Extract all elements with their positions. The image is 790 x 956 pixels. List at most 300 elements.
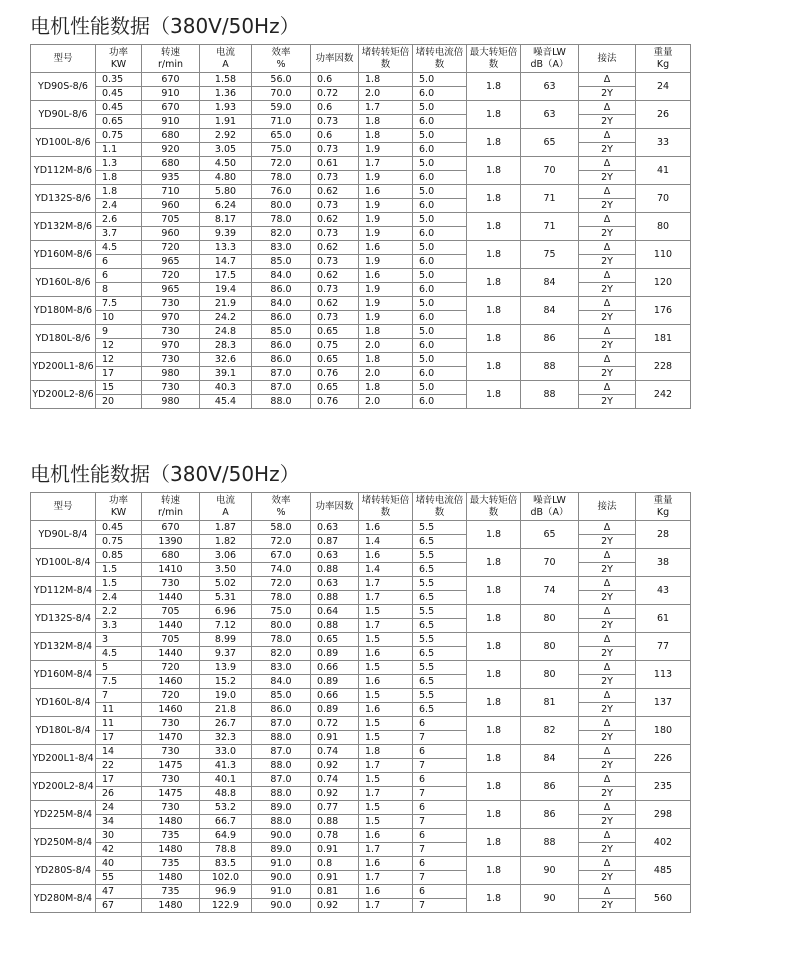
locked-torque-cell: 1.5	[359, 661, 413, 675]
power-cell: 12	[96, 339, 142, 353]
column-header	[252, 493, 311, 521]
model-cell: YD200L2-8/4	[31, 773, 96, 801]
power-factor-cell: 0.78	[311, 829, 359, 843]
max-torque-cell: 1.8	[467, 241, 521, 269]
weight-cell: 137	[636, 689, 691, 717]
table-row	[31, 577, 691, 591]
weight-cell: 560	[636, 885, 691, 913]
table-row	[31, 843, 691, 857]
noise-cell: 90	[521, 857, 579, 885]
locked-current-cell: 7	[413, 815, 467, 829]
locked-torque-cell: 2.0	[359, 339, 413, 353]
column-header	[521, 493, 579, 521]
power-cell: 0.65	[96, 115, 142, 129]
table-row	[31, 101, 691, 115]
power-cell: 5	[96, 661, 142, 675]
current-cell: 24.2	[200, 311, 252, 325]
current-cell: 41.3	[200, 759, 252, 773]
table-row	[31, 367, 691, 381]
column-header-line2: 数	[380, 506, 391, 518]
model-cell: YD90L-8/4	[31, 521, 96, 549]
power-factor-cell: 0.73	[311, 171, 359, 185]
column-header-line1: 最大转矩倍	[469, 494, 518, 506]
column-header-line1: 效率	[271, 46, 291, 58]
efficiency-cell: 65.0	[252, 129, 311, 143]
power-cell: 1.8	[96, 171, 142, 185]
speed-cell: 680	[142, 549, 200, 563]
locked-current-cell: 6	[413, 717, 467, 731]
noise-cell: 80	[521, 605, 579, 633]
weight-cell: 77	[636, 633, 691, 661]
speed-cell: 980	[142, 395, 200, 409]
column-header-line2: %	[276, 506, 286, 518]
current-cell: 13.9	[200, 661, 252, 675]
model-cell: YD180M-8/6	[31, 297, 96, 325]
speed-cell: 735	[142, 885, 200, 899]
current-cell: 6.24	[200, 199, 252, 213]
efficiency-cell: 70.0	[252, 87, 311, 101]
model-cell: YD160L-8/4	[31, 689, 96, 717]
current-cell: 1.82	[200, 535, 252, 549]
locked-current-cell: 6.0	[413, 199, 467, 213]
connection-cell: 2Y	[579, 591, 636, 605]
locked-current-cell: 5.0	[413, 325, 467, 339]
column-header-line1: 效率	[271, 494, 291, 506]
power-factor-cell: 0.88	[311, 619, 359, 633]
power-factor-cell: 0.73	[311, 227, 359, 241]
performance-section-2	[30, 462, 691, 913]
model-cell: YD200L1-8/4	[31, 745, 96, 773]
connection-cell: Δ	[579, 549, 636, 563]
column-header-line2: dB（A）	[530, 58, 569, 70]
locked-current-cell: 6.5	[413, 535, 467, 549]
table-row	[31, 227, 691, 241]
power-factor-cell: 0.73	[311, 143, 359, 157]
current-cell: 40.1	[200, 773, 252, 787]
max-torque-cell: 1.8	[467, 157, 521, 185]
locked-current-cell: 5.5	[413, 633, 467, 647]
locked-torque-cell: 1.7	[359, 591, 413, 605]
power-cell: 17	[96, 773, 142, 787]
connection-cell: 2Y	[579, 227, 636, 241]
connection-cell: Δ	[579, 857, 636, 871]
model-cell: YD90S-8/6	[31, 73, 96, 101]
locked-torque-cell: 2.0	[359, 367, 413, 381]
weight-cell: 38	[636, 549, 691, 577]
connection-cell: 2Y	[579, 871, 636, 885]
power-cell: 1.5	[96, 577, 142, 591]
locked-current-cell: 7	[413, 871, 467, 885]
table-row	[31, 885, 691, 899]
noise-cell: 86	[521, 801, 579, 829]
column-header-line2: Kg	[656, 506, 670, 518]
speed-cell: 1440	[142, 647, 200, 661]
connection-cell: 2Y	[579, 787, 636, 801]
power-cell: 2.4	[96, 199, 142, 213]
weight-cell: 43	[636, 577, 691, 605]
power-factor-cell: 0.66	[311, 689, 359, 703]
locked-current-cell: 5.0	[413, 213, 467, 227]
current-cell: 1.58	[200, 73, 252, 87]
weight-cell: 180	[636, 717, 691, 745]
speed-cell: 960	[142, 227, 200, 241]
table-row	[31, 689, 691, 703]
locked-torque-cell: 1.9	[359, 213, 413, 227]
max-torque-cell: 1.8	[467, 73, 521, 101]
model-cell: YD160M-8/4	[31, 661, 96, 689]
max-torque-cell: 1.8	[467, 857, 521, 885]
speed-cell: 670	[142, 101, 200, 115]
column-header-line2: 数	[434, 58, 445, 70]
locked-current-cell: 6	[413, 773, 467, 787]
max-torque-cell: 1.8	[467, 689, 521, 717]
power-factor-cell: 0.62	[311, 213, 359, 227]
power-factor-cell: 0.77	[311, 801, 359, 815]
connection-cell: 2Y	[579, 199, 636, 213]
column-header-line1: 堵转转矩倍	[361, 494, 410, 506]
power-cell: 7	[96, 689, 142, 703]
locked-torque-cell: 1.9	[359, 227, 413, 241]
locked-current-cell: 5.0	[413, 353, 467, 367]
efficiency-cell: 83.0	[252, 241, 311, 255]
connection-cell: Δ	[579, 129, 636, 143]
locked-current-cell: 6.0	[413, 87, 467, 101]
locked-torque-cell: 1.9	[359, 283, 413, 297]
connection-cell: Δ	[579, 885, 636, 899]
table-row	[31, 829, 691, 843]
power-cell: 24	[96, 801, 142, 815]
power-factor-cell: 0.8	[311, 857, 359, 871]
column-header-line2: KW	[110, 58, 127, 70]
table-row	[31, 87, 691, 101]
power-cell: 4.5	[96, 241, 142, 255]
noise-cell: 65	[521, 521, 579, 549]
column-header	[359, 493, 413, 521]
efficiency-cell: 91.0	[252, 885, 311, 899]
column-header-line1: 功率	[108, 494, 128, 506]
performance-table-1	[30, 44, 691, 409]
table-row	[31, 549, 691, 563]
efficiency-cell: 90.0	[252, 899, 311, 913]
speed-cell: 1460	[142, 703, 200, 717]
model-cell: YD160M-8/6	[31, 241, 96, 269]
locked-torque-cell: 1.9	[359, 297, 413, 311]
table-row	[31, 255, 691, 269]
column-header	[142, 45, 200, 73]
noise-cell: 80	[521, 633, 579, 661]
weight-cell: 61	[636, 605, 691, 633]
locked-current-cell: 6.0	[413, 395, 467, 409]
connection-cell: 2Y	[579, 255, 636, 269]
power-cell: 1.3	[96, 157, 142, 171]
current-cell: 1.36	[200, 87, 252, 101]
current-cell: 48.8	[200, 787, 252, 801]
model-cell: YD280S-8/4	[31, 857, 96, 885]
column-header	[636, 45, 691, 73]
connection-cell: Δ	[579, 73, 636, 87]
table-row	[31, 143, 691, 157]
efficiency-cell: 87.0	[252, 367, 311, 381]
connection-cell: Δ	[579, 325, 636, 339]
power-factor-cell: 0.73	[311, 283, 359, 297]
weight-cell: 70	[636, 185, 691, 213]
connection-cell: Δ	[579, 521, 636, 535]
current-cell: 83.5	[200, 857, 252, 871]
noise-cell: 65	[521, 129, 579, 157]
speed-cell: 1475	[142, 787, 200, 801]
locked-torque-cell: 1.9	[359, 171, 413, 185]
noise-cell: 71	[521, 185, 579, 213]
max-torque-cell: 1.8	[467, 213, 521, 241]
speed-cell: 970	[142, 339, 200, 353]
table-row	[31, 297, 691, 311]
efficiency-cell: 75.0	[252, 143, 311, 157]
column-header-line2: dB（A）	[530, 506, 569, 518]
power-factor-cell: 0.91	[311, 731, 359, 745]
current-cell: 15.2	[200, 675, 252, 689]
current-cell: 8.17	[200, 213, 252, 227]
locked-torque-cell: 1.5	[359, 605, 413, 619]
table-row	[31, 157, 691, 171]
power-cell: 20	[96, 395, 142, 409]
current-cell: 40.3	[200, 381, 252, 395]
column-header-line1: 电流	[215, 494, 235, 506]
power-cell: 10	[96, 311, 142, 325]
speed-cell: 730	[142, 745, 200, 759]
connection-cell: Δ	[579, 269, 636, 283]
power-factor-cell: 0.75	[311, 339, 359, 353]
table-row	[31, 73, 691, 87]
power-factor-cell: 0.63	[311, 549, 359, 563]
column-header-line1: 转速	[160, 494, 180, 506]
efficiency-cell: 78.0	[252, 171, 311, 185]
efficiency-cell: 87.0	[252, 745, 311, 759]
locked-current-cell: 6.0	[413, 339, 467, 353]
power-factor-cell: 0.65	[311, 353, 359, 367]
weight-cell: 24	[636, 73, 691, 101]
locked-torque-cell: 1.6	[359, 647, 413, 661]
speed-cell: 970	[142, 311, 200, 325]
power-cell: 42	[96, 843, 142, 857]
column-header-line2: %	[276, 58, 286, 70]
efficiency-cell: 88.0	[252, 815, 311, 829]
table-row	[31, 787, 691, 801]
max-torque-cell: 1.8	[467, 521, 521, 549]
locked-torque-cell: 1.9	[359, 143, 413, 157]
noise-cell: 80	[521, 661, 579, 689]
power-factor-cell: 0.92	[311, 899, 359, 913]
model-cell: YD132M-8/6	[31, 213, 96, 241]
current-cell: 66.7	[200, 815, 252, 829]
table-row	[31, 759, 691, 773]
locked-torque-cell: 1.7	[359, 577, 413, 591]
current-cell: 32.6	[200, 353, 252, 367]
connection-cell: 2Y	[579, 619, 636, 633]
locked-torque-cell: 1.7	[359, 101, 413, 115]
current-cell: 1.93	[200, 101, 252, 115]
locked-torque-cell: 1.7	[359, 787, 413, 801]
noise-cell: 63	[521, 73, 579, 101]
power-cell: 0.75	[96, 129, 142, 143]
efficiency-cell: 78.0	[252, 591, 311, 605]
max-torque-cell: 1.8	[467, 605, 521, 633]
locked-current-cell: 6.0	[413, 283, 467, 297]
speed-cell: 1390	[142, 535, 200, 549]
table-row	[31, 801, 691, 815]
efficiency-cell: 83.0	[252, 661, 311, 675]
locked-current-cell: 6.0	[413, 311, 467, 325]
column-header-line1: 转速	[160, 46, 180, 58]
column-header	[252, 45, 311, 73]
power-cell: 4.5	[96, 647, 142, 661]
connection-cell: 2Y	[579, 87, 636, 101]
power-factor-cell: 0.73	[311, 115, 359, 129]
current-cell: 1.91	[200, 115, 252, 129]
current-cell: 4.80	[200, 171, 252, 185]
current-cell: 24.8	[200, 325, 252, 339]
power-factor-cell: 0.91	[311, 871, 359, 885]
connection-cell: Δ	[579, 353, 636, 367]
locked-current-cell: 6.5	[413, 675, 467, 689]
speed-cell: 1440	[142, 619, 200, 633]
table-row	[31, 857, 691, 871]
locked-current-cell: 5.0	[413, 185, 467, 199]
current-cell: 19.4	[200, 283, 252, 297]
power-factor-cell: 0.89	[311, 703, 359, 717]
locked-current-cell: 7	[413, 843, 467, 857]
connection-cell: Δ	[579, 717, 636, 731]
column-header	[359, 45, 413, 73]
power-factor-cell: 0.6	[311, 101, 359, 115]
column-header	[311, 45, 359, 73]
table-row	[31, 129, 691, 143]
locked-torque-cell: 1.7	[359, 899, 413, 913]
table-row	[31, 269, 691, 283]
locked-torque-cell: 1.6	[359, 885, 413, 899]
performance-section-1	[30, 14, 691, 409]
column-header-line1: 堵转转矩倍	[361, 46, 410, 58]
efficiency-cell: 88.0	[252, 395, 311, 409]
efficiency-cell: 76.0	[252, 185, 311, 199]
locked-current-cell: 6	[413, 829, 467, 843]
speed-cell: 1480	[142, 899, 200, 913]
current-cell: 19.0	[200, 689, 252, 703]
current-cell: 122.9	[200, 899, 252, 913]
power-cell: 0.45	[96, 101, 142, 115]
locked-torque-cell: 1.5	[359, 801, 413, 815]
table-row	[31, 353, 691, 367]
max-torque-cell: 1.8	[467, 717, 521, 745]
column-header-line1: 重量	[653, 46, 673, 58]
max-torque-cell: 1.8	[467, 297, 521, 325]
efficiency-cell: 72.0	[252, 577, 311, 591]
power-cell: 2.6	[96, 213, 142, 227]
weight-cell: 120	[636, 269, 691, 297]
table-row	[31, 563, 691, 577]
model-cell: YD225M-8/4	[31, 801, 96, 829]
max-torque-cell: 1.8	[467, 549, 521, 577]
current-cell: 2.92	[200, 129, 252, 143]
locked-current-cell: 6	[413, 885, 467, 899]
speed-cell: 1480	[142, 815, 200, 829]
column-header-line2: r/min	[157, 58, 184, 70]
power-factor-cell: 0.65	[311, 381, 359, 395]
column-header-line1: 噪音LW	[533, 494, 566, 506]
power-factor-cell: 0.62	[311, 269, 359, 283]
connection-cell: Δ	[579, 801, 636, 815]
power-cell: 7.5	[96, 297, 142, 311]
power-cell: 0.75	[96, 535, 142, 549]
connection-cell: 2Y	[579, 535, 636, 549]
efficiency-cell: 88.0	[252, 759, 311, 773]
max-torque-cell: 1.8	[467, 185, 521, 213]
column-header	[311, 493, 359, 521]
noise-cell: 82	[521, 717, 579, 745]
speed-cell: 720	[142, 661, 200, 675]
performance-table-2	[30, 492, 691, 913]
power-cell: 17	[96, 731, 142, 745]
noise-cell: 84	[521, 269, 579, 297]
speed-cell: 730	[142, 325, 200, 339]
current-cell: 21.8	[200, 703, 252, 717]
speed-cell: 910	[142, 87, 200, 101]
weight-cell: 41	[636, 157, 691, 185]
speed-cell: 1470	[142, 731, 200, 745]
max-torque-cell: 1.8	[467, 773, 521, 801]
efficiency-cell: 87.0	[252, 717, 311, 731]
efficiency-cell: 82.0	[252, 647, 311, 661]
column-header-line2: 数	[434, 506, 445, 518]
column-header-line2: Kg	[656, 58, 670, 70]
efficiency-cell: 84.0	[252, 297, 311, 311]
model-cell: YD180L-8/6	[31, 325, 96, 353]
speed-cell: 980	[142, 367, 200, 381]
table-row	[31, 773, 691, 787]
speed-cell: 730	[142, 577, 200, 591]
noise-cell: 86	[521, 325, 579, 353]
locked-torque-cell: 1.6	[359, 703, 413, 717]
table-row	[31, 311, 691, 325]
max-torque-cell: 1.8	[467, 353, 521, 381]
locked-torque-cell: 1.8	[359, 745, 413, 759]
locked-current-cell: 5.5	[413, 549, 467, 563]
column-header-line2: KW	[110, 506, 127, 518]
power-factor-cell: 0.65	[311, 633, 359, 647]
efficiency-cell: 85.0	[252, 325, 311, 339]
current-cell: 7.12	[200, 619, 252, 633]
column-header	[200, 493, 252, 521]
speed-cell: 720	[142, 689, 200, 703]
locked-torque-cell: 1.6	[359, 521, 413, 535]
speed-cell: 670	[142, 73, 200, 87]
power-factor-cell: 0.76	[311, 395, 359, 409]
power-cell: 14	[96, 745, 142, 759]
header-row	[31, 493, 691, 521]
noise-cell: 88	[521, 381, 579, 409]
table-row	[31, 647, 691, 661]
current-cell: 9.39	[200, 227, 252, 241]
locked-current-cell: 6.0	[413, 255, 467, 269]
section-title: 电机性能数据（380V/50Hz）	[30, 14, 300, 38]
locked-current-cell: 6.0	[413, 227, 467, 241]
efficiency-cell: 72.0	[252, 535, 311, 549]
locked-torque-cell: 1.5	[359, 815, 413, 829]
locked-torque-cell: 1.9	[359, 199, 413, 213]
table-row	[31, 675, 691, 689]
table-row	[31, 521, 691, 535]
speed-cell: 680	[142, 157, 200, 171]
connection-cell: 2Y	[579, 171, 636, 185]
